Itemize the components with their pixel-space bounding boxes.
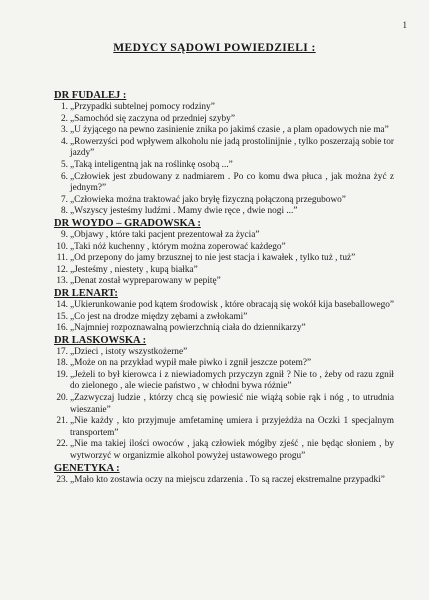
item-number: 11.	[56, 253, 68, 264]
section-heading: DR LENART:	[54, 287, 118, 299]
section	[54, 463, 394, 487]
item-number: 7.	[61, 194, 68, 205]
section-heading: GENETYKA :	[54, 462, 120, 474]
list-item	[54, 195, 394, 207]
item-number: 22.	[56, 439, 68, 450]
list-item	[54, 475, 394, 487]
quote-text: „Przypadki subtelnej pomocy rodziny”	[70, 102, 215, 112]
quote-text: „Nie ma takiej ilości owoców , jaką człowiek mógłby zjeść , nie będąc słoniem , by wytworzyć w organizmie alkohol powyżej ustawowego progu”	[70, 439, 394, 462]
list-item	[54, 300, 394, 312]
item-number: 2.	[61, 113, 68, 124]
quote-text: „Wszyscy jesteśmy ludźmi . Mamy dwie ręce , dwie nogi ...”	[70, 206, 298, 217]
list-item	[54, 172, 394, 195]
item-number: 6.	[61, 171, 68, 182]
quote-text: „Nie każdy , kto przyjmuje amfetaminę umiera i przyjeżdża na Oczki 1 specjalnym transportem”	[70, 416, 394, 438]
list-item	[54, 347, 394, 359]
list-item	[54, 276, 394, 288]
quote-items	[54, 102, 394, 218]
list-item	[54, 439, 394, 462]
quote-text: „Dzieci , istoty wszystkożerne”	[70, 346, 188, 357]
list-item	[54, 370, 394, 393]
section	[54, 335, 394, 463]
list-item	[54, 416, 394, 439]
item-number: 19.	[56, 369, 68, 380]
quote-text: „Samochód się zaczyna od przedniej szyby”	[70, 113, 235, 124]
list-item	[54, 312, 394, 324]
quote-items	[54, 475, 394, 487]
item-number: 17.	[56, 346, 68, 357]
section	[54, 90, 394, 218]
item-number: 13.	[56, 276, 68, 287]
quote-text: „U żyjącego na pewno zasinienie znika po jakimś czasie , a plam opadowych nie ma”	[70, 125, 389, 136]
quote-text: „Taką inteligentną jak na roślinkę osobą ...”	[70, 159, 233, 170]
list-item	[54, 323, 394, 335]
quote-items	[54, 300, 394, 335]
page-number: 1	[402, 20, 407, 30]
item-number: 3.	[61, 125, 68, 136]
list-item	[54, 102, 394, 114]
section	[54, 218, 394, 288]
quote-text: „Jesteśmy , niestety , kupą białka”	[70, 264, 198, 275]
item-number: 16.	[56, 323, 68, 334]
list-item	[54, 230, 394, 242]
item-number: 9.	[61, 229, 68, 240]
item-number: 18.	[56, 358, 68, 369]
list-item	[54, 160, 394, 172]
quote-list	[54, 90, 394, 486]
quote-text: „Człowiek jest zbudowany z nadmiarem . Po co komu dwa płuca , jak można żyć z jednym?”	[70, 171, 394, 194]
quote-text: „Mało kto zostawia oczy na miejscu zdarzenia . To są raczej ekstremalne przypadki”	[70, 474, 385, 485]
list-item	[54, 114, 394, 126]
section-heading: DR LASKOWSKA :	[54, 334, 147, 346]
list-item	[54, 137, 394, 160]
item-number: 14.	[56, 299, 68, 310]
list-item	[54, 358, 394, 370]
quote-text: „Rowerzyści pod wpływem alkoholu nie jadą prostolinijnie , tylko poszerzają sobie tor jazdy”	[70, 136, 394, 159]
section	[54, 288, 394, 335]
quote-text: „Zazwyczaj ludzie , którzy chcą się powiesić nie wiążą sobie rąk i nóg , to utrudnia wieszanie”	[70, 393, 394, 415]
item-number: 12.	[56, 264, 68, 275]
quote-text: „Człowieka można traktować jako bryłę fizyczną połączoną przegubowo”	[70, 194, 346, 205]
list-item	[54, 125, 394, 137]
list-item	[54, 253, 394, 265]
quote-text: „Objawy , które taki pacjent prezentował za życia”	[70, 229, 260, 240]
section-heading: DR FUDALEJ :	[54, 90, 127, 101]
quote-text: „Od przepony do jamy brzusznej to nie jest stacja i kawałek , tylko tuż , tuż”	[70, 253, 356, 264]
item-number: 1.	[61, 102, 68, 112]
quote-text: „Może on na przykład wypił małe piwko i zgnił jeszcze potem?”	[70, 358, 312, 369]
item-number: 15.	[56, 311, 68, 322]
quote-items	[54, 230, 394, 288]
item-number: 20.	[56, 393, 68, 404]
item-number: 5.	[61, 159, 68, 170]
list-item	[54, 265, 394, 277]
quote-items	[54, 347, 394, 463]
item-number: 8.	[61, 206, 68, 217]
quote-text: „Co jest na drodze między zębami a zwłokami”	[70, 311, 248, 322]
list-item	[54, 206, 394, 218]
item-number: 21.	[56, 416, 68, 427]
item-number: 4.	[61, 136, 68, 147]
list-item	[54, 242, 394, 254]
quote-text: „Jeżeli to był kierowca i z niewiadomych przyczyn zgnił ? Nie to , żeby od razu zgnił do zielonego , ale wiecie państwo , w chłodni bywa różnie”	[70, 369, 394, 392]
quote-text: „Najmniej rozpoznawalną powierzchnią ciała do dziennikarzy”	[70, 323, 306, 334]
quote-text: „Ukierunkowanie pod kątem środowisk , które obracają się wokół kija baseballowego”	[70, 299, 395, 310]
list-item	[54, 393, 394, 416]
quote-text: „Taki nóż kuchenny , którym można zoperować każdego”	[70, 241, 286, 252]
section-heading: DR WOYDO – GRADOWSKA :	[54, 217, 201, 229]
quote-text: „Denat został wypreparowany w pepitę”	[70, 276, 221, 287]
item-number: 23.	[56, 474, 68, 485]
document-title: MEDYCY SĄDOWI POWIEDZIELI :	[113, 42, 316, 54]
item-number: 10.	[56, 241, 68, 252]
